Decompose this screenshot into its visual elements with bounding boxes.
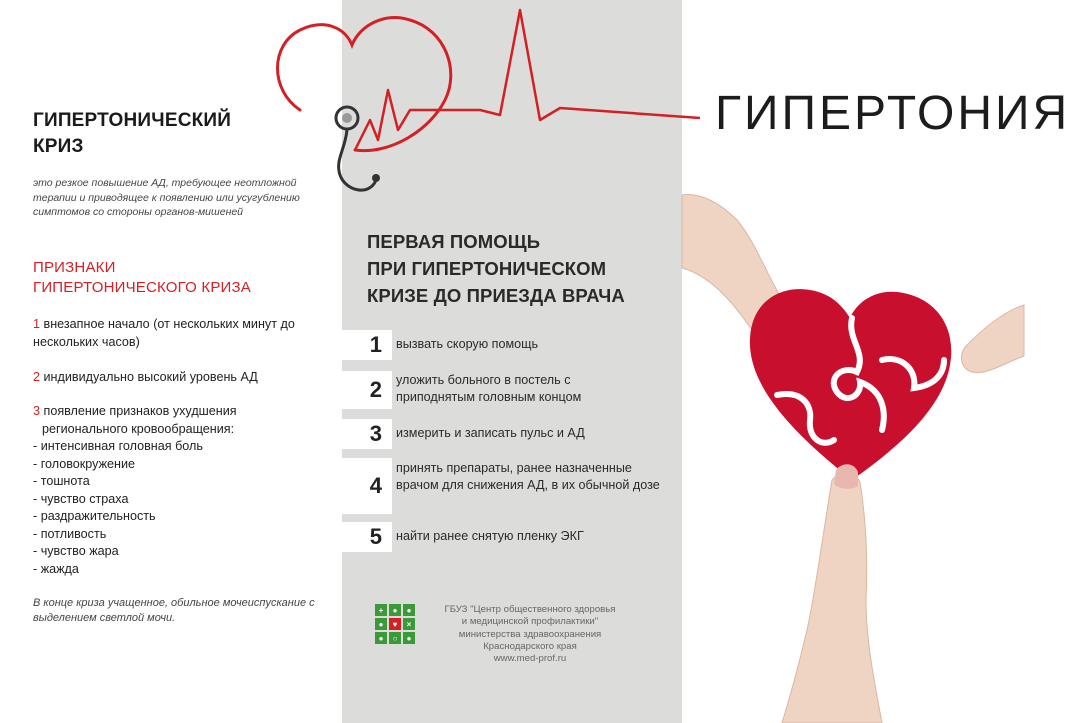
logo-runner-icon: ● xyxy=(389,604,401,616)
org-line-2: и медицинской профилактики" xyxy=(461,616,599,628)
list-item: - тошнота xyxy=(33,474,90,488)
symptom-list xyxy=(33,438,333,578)
step-text: измерить и записать пульс и АД xyxy=(396,426,585,440)
signs-heading xyxy=(33,258,251,298)
step-text: найти ранее снятую пленку ЭКГ xyxy=(396,529,584,543)
logo-hand-icon: ● xyxy=(375,618,387,630)
org-line-4: Краснодарского края xyxy=(483,640,577,652)
org-website-link[interactable]: www.med-prof.ru xyxy=(493,653,567,665)
signs-heading-line-2: ГИПЕРТОНИЧЕСКОГО КРИЗА xyxy=(33,279,251,296)
step-text: вызвать скорую помощь xyxy=(396,337,539,351)
page-title xyxy=(33,108,231,160)
sign-item-1 xyxy=(33,316,333,351)
sign-number: 2 xyxy=(33,370,41,384)
first-aid-heading-line-1: ПЕРВАЯ ПОМОЩЬ xyxy=(367,231,541,252)
step-text: принять препараты, ранее назначенные врачом для снижения АД, в их обычной дозе xyxy=(396,461,660,492)
org-logo-icon xyxy=(375,604,415,644)
first-aid-heading-line-3: КРИЗЕ ДО ПРИЕЗДА ВРАЧА xyxy=(367,285,625,306)
list-item: - раздражительность xyxy=(33,509,156,523)
logo-scale-icon: ● xyxy=(403,632,415,644)
logo-cross-icon: + xyxy=(375,604,387,616)
signs-heading-line-1: ПРИЗНАКИ xyxy=(33,259,116,276)
logo-heart-icon: ♥ xyxy=(389,618,401,630)
sign-item-2 xyxy=(33,369,333,387)
org-line-3: министерства здравоохранения xyxy=(458,628,602,640)
sign-text: внезапное начало (от нескольких минут до нескольких часов) xyxy=(33,317,295,349)
sign-item-3 xyxy=(33,403,333,578)
first-aid-heading xyxy=(367,228,625,309)
step-number: 3 xyxy=(342,419,392,449)
sign-text-line-2: регионального кровообращения: xyxy=(42,421,235,436)
step-number: 1 xyxy=(342,330,392,360)
logo-clock-icon: ○ xyxy=(389,632,401,644)
list-item: - чувство жара xyxy=(33,544,119,558)
sign-text: индивидуально высокий уровень АД xyxy=(43,370,258,384)
list-item: - интенсивная головная боль xyxy=(33,439,203,453)
step-number: 5 xyxy=(342,522,392,552)
list-item: - чувство страха xyxy=(33,491,129,506)
conclusion-text: В конце криза учащенное, обильное мочеиспускание с выделением светлой мочи. xyxy=(33,597,315,624)
sign-number: 1 xyxy=(33,317,41,331)
sign-number: 3 xyxy=(33,404,41,418)
org-info xyxy=(430,604,630,665)
list-item: - потливость xyxy=(33,526,107,541)
sign-text-line-1: появление признаков ухудшения xyxy=(43,404,237,418)
logo-apple-icon: ● xyxy=(375,632,387,644)
logo-no-icon: × xyxy=(403,618,415,630)
title-line-1: ГИПЕРТОНИЧЕСКИЙ xyxy=(33,110,232,131)
first-aid-heading-line-2: ПРИ ГИПЕРТОНИЧЕСКОМ xyxy=(367,258,607,279)
brand-title: ГИПЕРТОНИЯ xyxy=(715,87,1070,140)
step-text: уложить больного в постель с приподнятым головным концом xyxy=(396,373,582,404)
step-number: 4 xyxy=(342,458,392,514)
list-item: - головокружение xyxy=(33,456,136,471)
logo-person-icon: ● xyxy=(403,604,415,616)
list-item: - жажда xyxy=(33,561,79,576)
org-line-1: ГБУЗ "Центр общественного здоровья xyxy=(444,604,616,615)
step-number: 2 xyxy=(342,371,392,409)
definition-text: это резкое повышение АД, требующее неотложной терапии и приводящее к появлению или усугублению симптомов со стороны органов-мишеней xyxy=(33,177,300,218)
title-line-2: КРИЗ xyxy=(33,136,84,157)
